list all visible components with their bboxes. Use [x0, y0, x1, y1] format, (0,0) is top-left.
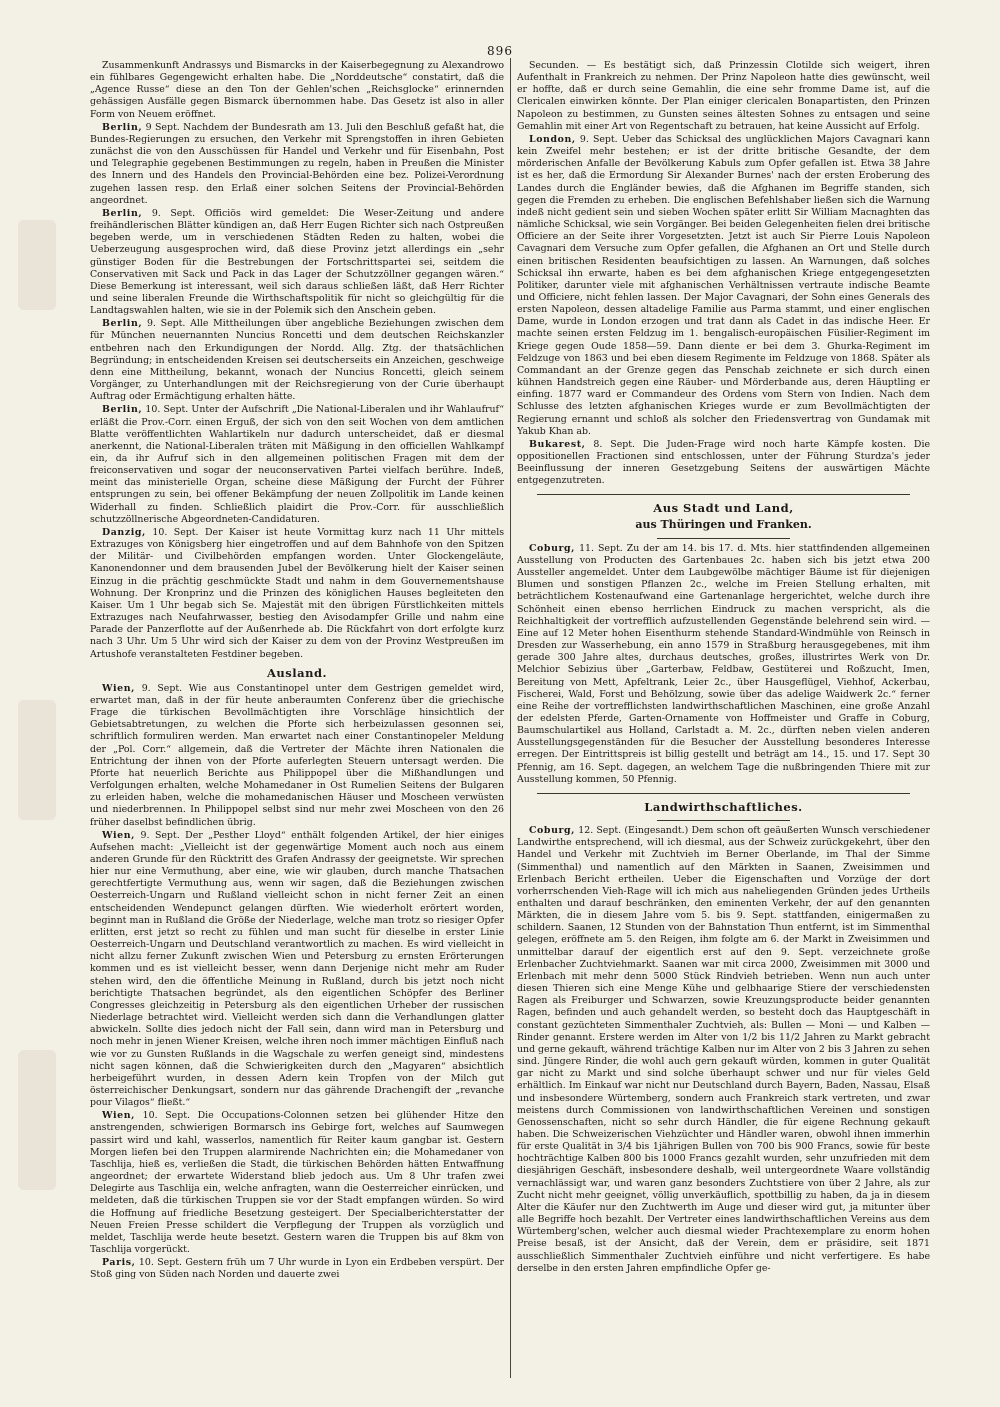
article-dateline: Danzig,	[102, 526, 146, 538]
article-text: 12. Sept. (Eingesandt.) Dem schon oft geäußerten Wunsch verschiedener Landwirthe entsprechend, will ich diesmal, aus der Schweiz zurückgekehrt, über den Handel und Verkehr mit Zuchtvieh im Berner Oberlande, im Thal der Simme (Simmenthal) und namentlich auf den Märkten in Saanen, Zweisimmen und Erlenbach Bericht ertheilen. Ueber die Eigenschaften und Vorzüge der dort vorherrschenden Vieh-Rage will ich mich aus naheliegenden Gründen jedes Urtheils enthalten und darauf beschränken, den eminenten Verkehr, der auf den genannten Märkten, die in diesem Jahre vom 5. bis 9. Sept. stattfanden, einigermaßen zu schildern. Saanen, 12 Stunden von der Bahnstation Thun entfernt, ist im Simmenthal gelegen, eröffnete am 5. den Reigen, ihm folgte am 6. der Markt in Zweisimmen und unmittelbar darauf der eigentlich erst auf den 9. Sept. verzeichnete große Erlenbacher Zuchtviehmarkt. Saanen war mit circa 2000, Zweisimmen mit 3000 und Erlenbach mit mehr denn 5000 Stück Rindvieh betrieben. Wenn nun auch unter diesen Thieren sich eine Menge Kühe und gelbhaarige Stiere der verschiedensten Ragen als Freiburger und Schwarzen, sowie Kreuzungsproducte beider genannten Ragen, befinden und auch gehandelt werden, so besteht doch das Hauptgeschäft in constant gezüchteten Simmenthaler Zuchtvieh, als: Bullen — Moni — und Kalben — Rinder genannt. Erstere werden im Alter von 1/2 bis 11/2 Jahren zu Markt gebracht und gerne gekauft, während trächtige Kalben nur im Alter von 2 bis 3 Jahren zu sehen sind. Jüngere Rinder, die wohl auch gern gekauft würden, kommen in guter Qualität gar nicht zu Markt und sind solche überhaupt schwer und nur für vieles Geld erhältlich. Im Einkauf war nicht nur Deutschland durch Bayern, Baden, Nassau, Elsaß und insbesondere Würtemberg, sondern auch Frankreich stark vertreten, und zwar meistens durch Commissionen von landwirthschaftlichen Vereinen und sonstigen Genossenschaften, nicht so sehr durch Händler, die für eigene Rechnung gekauft haben. Die Schweizerischen Viehzüchter und Händler waren, obwohl ihnen immerhin für erste Qualität in 3/4 bis 1jährigen Bullen von 700 bis 900 Francs, sowie für beste hochträchtige Kalben 800 bis 1000 Francs gezahlt wurden, sehr unzufrieden mit dem diesjährigen Geschäft, insbesondere deshalb, weil untergeordnete Waare vollständig vernachlässigt war, und waren ganz besonders Zuchtstiere von über 2 Jahre, als zur Zucht nicht mehr geeignet, völlig unverkäuflich, spottbillig zu haben, da ja in diesem Alter die Käufer nur den Zuchtwerth im Auge und dieser wird gut, ja mitunter über alle Begriffe hoch bezahlt. Der Vertreter eines landwirthschaftlichen Vereins aus dem Würtemberg'schen, welcher auch diesmal wieder Prachtexemplare zu enorm hohen Preise besaß, ist der Ansicht, daß der Verein, dem er präsidire, seit 1871 ausschließlich Simmenthaler Zuchtvieh einführe und nicht verfertigere. Es habe derselbe in den ersten Jahren empfindliche Opfer ge-	[517, 825, 930, 1274]
article-dateline: Paris,	[102, 1257, 136, 1269]
article	[90, 1257, 504, 1281]
article-dateline: Coburg,	[529, 825, 576, 837]
left-column	[90, 60, 504, 1390]
margin-stain	[18, 1050, 56, 1190]
section-divider	[537, 793, 910, 794]
article-dateline: Bukarest,	[529, 438, 586, 450]
article-text: 9. Sept. Ueber das Schicksal des unglücklichen Majors Cavagnari kann kein Zweifel mehr bestehen; er ist der dritte britische Gesandte, der dem mörderischen Anfalle der Bevölkerung Kabuls zum Opfer gefallen ist. Etwa 38 Jahre ist es her, daß die Ermordung Sir Alexander Burnes' nach der ersten Eroberung des Landes durch die Engländer bewies, daß die Afghanen im Begriffe standen, sich gegen die Fremden zu erheben. Die englischen Befehlshaber ließen sich die Warnung indeß nicht gedient sein und sieben Wochen später erlitt Sir William Macnaghten das nämliche Schicksal, wie sein Vorgänger. Bei beiden Gelegenheiten fielen drei britische Officiere an der Seite ihrer Vorgesetzten. Jetzt ist auch Sir Pierre Louis Napoleon Cavagnari dem Versuche zum Opfer gefallen, die Afghanen an Ort und Stelle durch einen britischen Residenten beaufsichtigen zu lassen. An Warnungen, daß solches Schicksal ihn erwarte, haben es bei dem afghanischen Kriege entgegengesetzten Politiker, darunter viele mit afghanischen Verhältnissen vertraute indische Beamte und Officiere, nicht fehlen lassen. Der Major Cavagnari, der Sohn eines Generals des ersten Napoleon, dessen altadelige Familie aus Parma stammt, und einer englischen Dame, wurde in London erzogen und trat dann als Cadet in das indische Heer. Er machte seinen ersten Feldzug im 1. bengalisch-europäischen Füsilier-Regiment im Kriege gegen Oude 1858—59. Dann diente er bei dem 3. Ghurka-Regiment im Feldzuge von 1863 und bei eben diesem Regimente im Feldzuge von 1868. Später als Commandant an der Grenze gegen das Penschab zeichnete er sich durch einen kühnen Handstreich gegen eine Räuber- und Mörderbande aus, deren Häuptling er einfing. 1877 ward er Commandeur des Ordens vom Stern von Indien. Nach dem Schlusse des letzten afghanischen Krieges wurde er zum Bevollmächtigten der Regierung ernannt und schloß als solcher den Friedensvertrag von Gundamak mit Yakub Khan ab.	[517, 133, 930, 437]
article-dateline: Berlin,	[102, 121, 143, 133]
article	[517, 825, 930, 1275]
article-text: 10. Sept. Der Kaiser ist heute Vormittag kurz nach 11 Uhr mittels Extrazuges von Königsberg hier eingetroffen und auf dem Bahnhofe von den Spitzen der Militär- und Civilbehörden empfangen worden. Unter Glockengeläute, Kanonendonner und dem brausenden Jubel der Bevölkerung hielt der Kaiser seinen Einzug in die prächtig geschmückte Stadt und nahm in dem Gouvernementshause Wohnung. Der Kronprinz und die Prinzen des königlichen Hauses begleiteten den Kaiser. Um 1 Uhr begab sich Se. Majestät mit den übrigen Fürstlichkeiten mittels Extrazuges nach Neufahrwasser, bestieg den Avisodampfer Grille und nahm eine Parade der Panzerflotte auf der Außenrhede ab. Die Rückfahrt von dort erfolgte kurz nach 3 Uhr. Um 5 Uhr wird sich der Kaiser zu dem von der Provinz Westpreußen im Artushofe veranstalteten Festdiner begeben.	[90, 526, 504, 660]
article-dateline: Coburg,	[529, 542, 576, 554]
article-text: 9. Sept. Alle Mittheilungen über angebliche Beziehungen zwischen dem für München neuernannten Nuncius Roncetti und dem deutschen Reichskanzler entbehren nach den Erkundigungen der Nordd. Allg. Ztg. der thatsächlichen Begründung; in entscheidenden Kreisen sei deutscherseits ein Anzeichen, geschweige denn eine Mittheilung, bekannt, wonach der Nuncius Roncetti, gleich seinem Vorgänger, zu Unterhandlungen mit der Reichsregierung von der Curie überhaupt Auftrag oder Ermächtigung erhalten hätte.	[90, 318, 504, 403]
section-heading-landwirthschaft: Landwirthschaftliches.	[644, 799, 803, 814]
section-subheading-thueringen: aus Thüringen und Franken.	[635, 517, 812, 531]
domestic-news	[90, 60, 504, 661]
article-text: 10. Sept. Die Occupations-Colonnen setzen bei glühender Hitze den anstrengenden, schwierigen Bormarsch ins Gebirge fort, welches auf Saumwegen passirt wird und kahl, wasserlos, namentlich für Reiter kaum gangbar ist. Gestern Morgen liefen bei den Truppen alarmirende Nachrichten ein; die Mohamedaner von Taschlija, hieß es, verließen die Stadt, die türkischen Behörden hätten Entwaffnung angeordnet; der erwartete Widerstand blieb jedoch aus. Um 8 Uhr trafen zwei Delegirte aus Taschlija ein, welche anfragten, wann die Oesterreicher einrücken, und meldeten, daß die türkischen Truppen sie vor der Stadt empfangen würden. So wird die Hoffnung auf friedliche Besetzung gesteigert. Der Specialberichterstatter der Neuen Freien Presse schildert die Verpflegung der Truppen als vorzüglich und meldet, Taschlija werde heute besetzt. Gestern waren die Truppen bis auf 8km von Taschlija vorgerückt.	[90, 1110, 504, 1255]
article-dateline: Wien,	[102, 1110, 135, 1122]
article	[90, 830, 504, 1110]
section-divider-short	[657, 820, 790, 821]
article-text: 10. Sept. Unter der Aufschrift „Die National-Liberalen und ihr Wahlaufruf“ erläßt die Prov.-Corr. einen Erguß, der sich von den seit Wochen von dem amtlichen Blatte veröffentlichten Wahlartikeln nur dadurch unterscheidet, daß er diesmal anerkennt, die National-Liberalen träten mit Mäßigung in den officiellen Wahlkampf ein, da ihr Aufruf sich in den allgemeinen politischen Fragen mit dem der freiconservativen und sogar der neuconservativen Partei vielfach berühre. Indeß, meint das ministerielle Organ, scheine diese Mäßigung der Furcht der Führer entsprungen zu sein, bei offener Bekämpfung der neuen Zollpolitik im Lande keinen Widerhall zu finden. Schließlich plaidirt die Prov.-Corr. für ausschließlich schutzzöllnerische Abgeordneten-Candidaturen.	[90, 404, 504, 525]
article-text: Secunden. — Es bestätigt sich, daß Prinzessin Clotilde sich weigert, ihren Aufenthalt in Frankreich zu nehmen. Der Prinz Napoleon hatte dies gewünscht, weil er hoffte, daß er durch seine Gemahlin, die eine sehr fromme Dame ist, auf die Clericalen einwirken könnte. Der Plan einiger clericalen Bonapartisten, den Prinzen Napoleon zu bestimmen, zu Gunsten seines ältesten Sohnes zu entsagen und seine Gemahlin mit einer Art von Regentschaft zu betrauen, hat keine Aussicht auf Erfolg.	[517, 60, 930, 132]
article	[90, 122, 504, 207]
article	[90, 60, 504, 121]
foreign-news	[90, 683, 504, 1282]
column-rule	[510, 58, 511, 1378]
article	[90, 404, 504, 526]
right-column	[517, 60, 930, 1390]
article-text: 9 Sept. Nachdem der Bundesrath am 13. Juli den Beschluß gefaßt hat, die Bundes-Regierungen zu ersuchen, den Verkehr mit Sprengstoffen in ihren Gebieten zunächst die von den Ausschüssen für Handel und Verkehr und für Eisenbahn, Post und Telegraphie gegebenen Bestimmungen zu regeln, haben in Preußen die Minister des Innern und des Handels den Provincial-Behörden eine bez. Polizei-Verordnung zugehen lassen resp. den Erlaß einer solchen Seitens der Provincial-Behörden angeordnet.	[90, 121, 504, 206]
article-dateline: Berlin,	[102, 207, 143, 219]
article-text: 11. Sept. Zu der am 14. bis 17. d. Mts. hier stattfindenden allgemeinen Ausstellung von Producten des Gartenbaues 2c. haben sich bis jetzt etwa 200 Aussteller angemeldet. Unter dem Laubgewölbe mächtiger Bäume ist für diejenigen Blumen und sonstigen Pflanzen 2c., welche im Freien Stellung erhalten, mit beträchtlichem Kostenaufwand eine Gartenanlage hergerichtet, welche durch ihre Schönheit einen ebenso herrlichen Eindruck zu machen verspricht, als die Reichhaltigkeit der vortrefflich aufzustellenden Gegenstände belehrend sein wird. — Eine auf 12 Meter hohen Eisenthurm stehende Standard-Windmühle von Reinsch in Dresden zur Wasserhebung, ein anno 1579 in Straßburg herausgegebenes, mit ihm gerade 300 Jahre altes, durchaus deutsches, großes, illustrirtes Werk von Dr. Melchior Sebizius über „Garterbaw, Feldbaw, Gestüterei und Roßzucht, Imen, Bereitung von Mett, Apfeltrank, Leier 2c., über Hausgeflügel, Viehhof, Ackerbau, Fischerei, Wald, Forst und Behölzung, sowie über das adelige Waidwerk 2c.“ ferner eine Reihe der vortrefflichsten landwirthschaftlichen Maschinen, eine große Anzahl der edelsten Pferde, Garten-Ornamente von Hoffmeister und Graffe in Coburg, Baumschulartikel aus Holland, Carlstadt a. M. 2c., dürften neben vielen anderen Ausstellungsgegenständen für die Besucher der Ausstellung besonderes Interesse erregen. Der Eintrittspreis ist billig gestellt und beträgt am 14., 15. und 17. Sept 30 Pfennig, am 16. Sept. dagegen, an welchem Tage die nußbringenden Thiere mit zur Ausstellung kommen, 50 Pfennig.	[517, 542, 930, 785]
article-dateline: Berlin,	[102, 318, 143, 330]
article-dateline: Wien,	[102, 682, 135, 694]
article-text: Zusammenkunft Andrassys und Bismarcks in der Kaiserbegegnung zu Alexandrowo ein fühlbares Gegengewicht erhalten habe. Die „Norddeutsche“ constatirt, daß die „Agence Russe“ diese an den Ton der Gehlen'schen „Reichsglocke“ erinnernden gehässigen Ausfälle gegen Bismarck übernommen habe. Das Gesetz ist also in aller Form von Neuem eröffnet.	[90, 60, 504, 120]
article	[517, 543, 930, 786]
article	[90, 208, 504, 317]
article-text: 8. Sept. Die Juden-Frage wird noch harte Kämpfe kosten. Die oppositionellen Fractionen sind entschlossen, unter der Führung Sturdza's jeder Beeinflussung der inneren Gesetzgebung Seitens der auswärtigen Mächte entgegenzutreten.	[517, 438, 930, 487]
article-text: 9. Sept. Officiös wird gemeldet: Die Weser-Zeitung und andere freihändlerischen Blätter kündigen an, daß Herr Eugen Richter sich nach Ostpreußen begeben werde, um in verschiedenen Städten Reden zu halten, wobei die Ueberzeugung ausgesprochen wird, daß diese Provinz jetzt allerdings ein „sehr günstiger Boden für die Bestrebungen der Fortschrittspartei sei, seitdem die Conservativen mit Sack und Pack in das Lager der Schutzzöllner gegangen wären.“ Diese Bemerkung ist interessant, weil sich daraus schließen läßt, daß Herr Richter und seine liberalen Freunde die Wirthschaftspolitik für nicht so gleichgültig für die Landtagswahlen halten, wie sie in der Polemik sich den Anschein geben.	[90, 207, 504, 317]
article	[90, 683, 504, 829]
local-news	[517, 543, 930, 786]
section-heading-stadt-land: Aus Stadt und Land,	[653, 501, 794, 516]
article-text: 9. Sept. Der „Pesther Lloyd“ enthält folgenden Artikel, der hier einiges Aufsehen macht: „Vielleicht ist der gegenwärtige Moment auch noch aus einem anderen Grunde für den Rücktritt des Grafen Andrassy der geeignetste. Wir sprechen hier nur eine Vermuthung, aber eine, wie wir glauben, durch manche Thatsachen gerechtfertigte Vermuthung aus, wenn wir sagen, daß die Beziehungen zwischen Oesterreich-Ungarn und Rußland vielleicht schon in nicht ferner Zeit an einen entscheidenden Wendepunct gelangen dürften. Wie wiederholt erörtert worden, beginnt man in Rußland die Größe der Niederlage, welche man trotz so riesiger Opfer erlitten, erst jetzt so recht zu fühlen und man sucht für dieselbe in erster Linie Oesterreich-Ungarn und Deutschland verantwortlich zu machen. Es wird vielleicht in nicht allzu ferner Zukunft zwischen Wien und Petersburg zu ernsten Erörterungen kommen und es ist vielleicht besser, wenn dann Derjenige nicht mehr am Ruder stehen wird, den die öffentliche Meinung in Rußland, durch bis jetzt noch nicht berichtigte Thatsachen begründet, als den eigentlichen Schöpfer des Berliner Congresses gleichzeitig in Petersburg als den eigentlichen Urheber der russischen Niederlage betrachtet wird. Vielleicht werden sich dann die Verhandlungen glatter abwickeln. Sollte dies jedoch nicht der Fall sein, dann wird man in Petersburg und noch mehr in jenen Wiener Kreisen, welche ihren noch immer mächtigen Einfluß nach wie vor zu Gunsten Rußlands in die Wagschale zu werfen geneigt sind, mindestens nicht sagen können, daß die Schwierigkeiten durch den „Magyaren“ absichtlich herbeigeführt wurden, in dessen Adern kein Tropfen von der Milch gut österreichischer Denkungsart, sondern nur das gährende Drachengift der „revanche pour Vilagos“ fließt.“	[90, 829, 504, 1109]
section-divider-short	[657, 538, 790, 539]
foreign-news-continued	[517, 60, 930, 487]
article	[90, 1110, 504, 1256]
article	[90, 527, 504, 661]
article-text: 9. Sept. Wie aus Constantinopel unter dem Gestrigen gemeldet wird, erwartet man, daß in der für heute anberaumten Conferenz über die griechische Frage die türkischen Bevollmächtigten ihre Vorschläge hinsichtlich der Gebietsabtretungen, zu welchen die Pforte sich herbeizulassen gesonnen sei, schriftlich formuliren werden. Man erwartet nach einer Constantinopeler Meldung der „Pol. Corr.“ allgemein, daß die Vertreter der Mächte ihren Nationalen die Entrichtung der ihnen von der Pforte auferlegten Steuern untersagt werden. Die Pforte hat neuerlich Berichte aus Philippopel über die Mißhandlungen und Verfolgungen erhalten, welche Mohamedaner in Ost Rumelien Seitens der Bulgaren zu erleiden haben, welche die mohamedanischen Häuser und Moscheen verwüsten und niederbrennen. In Philippopel selbst sind nur mehr zwei Moscheen von den 26 früher daselbst befindlichen übrig.	[90, 682, 504, 828]
article-dateline: Wien,	[102, 829, 135, 841]
section-divider	[537, 494, 910, 495]
article-dateline: Berlin,	[102, 404, 143, 416]
article	[517, 60, 930, 133]
page-number: 896	[487, 44, 513, 58]
article-text: 10. Sept. Gestern früh um 7 Uhr wurde in Lyon ein Erdbeben verspürt. Der Stoß ging von Süden nach Norden und dauerte zwei	[90, 1257, 504, 1281]
article	[90, 318, 504, 403]
article-dateline: London,	[529, 133, 576, 145]
section-heading-ausland: Ausland.	[267, 665, 327, 680]
margin-stain	[18, 220, 56, 310]
article	[517, 439, 930, 488]
article	[517, 134, 930, 438]
margin-stain	[18, 700, 56, 820]
agriculture-news	[517, 825, 930, 1275]
